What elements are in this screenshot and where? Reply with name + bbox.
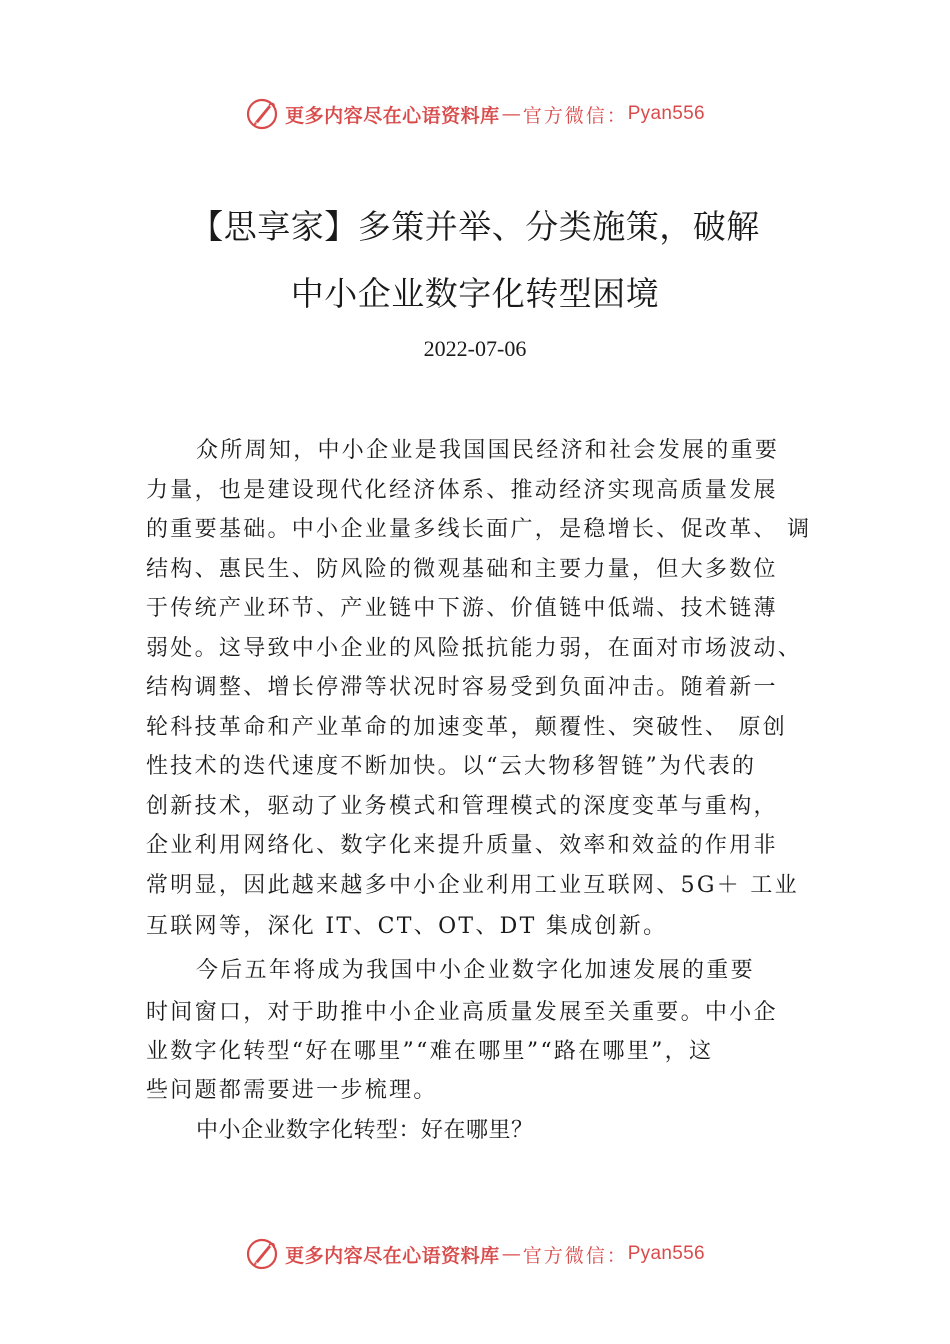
paragraph-line: 业数字化转型“好在哪里”“难在哪里”“路在哪里”，这 — [146, 1039, 714, 1064]
paragraph-line: 今后五年将成为我国中小企业数字化加速发展的重要 — [196, 958, 755, 983]
banner-text: 更多内容尽在心语资料库 — [285, 1244, 500, 1267]
section-subheading: 中小企业数字化转型：好在哪里？ — [196, 1118, 534, 1143]
paragraph-line: 结构、惠民生、防风险的微观基础和主要力量，但大多数位 — [146, 557, 778, 582]
banner-wechat-id: Pyan556 — [627, 1243, 705, 1264]
banner-wechat-label: 官方微信： — [522, 1244, 628, 1267]
banner-wechat-id: Pyan556 — [627, 103, 705, 124]
paragraph-line: 时间窗口，对于助推中小企业高质量发展至关重要。中小企 — [146, 1000, 778, 1025]
paragraph-line: 企业利用网络化、数字化来提升质量、效率和效益的作用非 — [146, 833, 778, 858]
banner-dash: — — [501, 1243, 521, 1265]
banner-wechat-label: 官方微信： — [522, 104, 628, 127]
paragraph-line: 轮科技革命和产业革命的加速变革，颠覆性、突破性、 原创 — [146, 715, 788, 740]
header-banner — [0, 94, 950, 134]
paragraph-line: 众所周知，中小企业是我国国民经济和社会发展的重要 — [196, 438, 780, 463]
paragraph-line: 创新技术，驱动了业务模式和管理模式的深度变革与重构， — [146, 794, 778, 819]
paragraph-line: 常明显，因此越来越多中小企业利用工业互联网、5G＋ 工业 — [146, 873, 799, 898]
banner-dash: — — [501, 103, 521, 125]
quill-pen-logo-icon — [245, 97, 279, 131]
article-date: 2022-07-06 — [423, 336, 527, 361]
article-title-line-1: 【思享家】多策并举、分类施策，破解 — [190, 207, 760, 246]
paragraph-line: 性技术的迭代速度不断加快。以“云大物移智链”为代表的 — [146, 754, 757, 779]
quill-pen-logo-icon — [245, 1237, 279, 1271]
paragraph-line: 弱处。这导致中小企业的风险抵抗能力弱，在面对市场波动、 — [146, 636, 803, 661]
paragraph-line: 互联网等，深化 IT、CT、OT、DT 集成创新。 — [146, 914, 668, 939]
paragraph-line: 的重要基础。中小企业量多线长面广，是稳增长、促改革、 调 — [146, 517, 812, 542]
footer-banner — [0, 1234, 950, 1274]
paragraph-line: 于传统产业环节、产业链中下游、价值链中低端、技术链薄 — [146, 596, 778, 621]
banner-text: 更多内容尽在心语资料库 — [285, 104, 500, 127]
paragraph-line: 力量，也是建设现代化经济体系、推动经济实现高质量发展 — [146, 478, 778, 503]
article-title-line-2: 中小企业数字化转型困境 — [290, 274, 660, 313]
paragraph-line: 结构调整、增长停滞等状况时容易受到负面冲击。随着新一 — [146, 675, 778, 700]
paragraph-line: 些问题都需要进一步梳理。 — [146, 1078, 438, 1103]
